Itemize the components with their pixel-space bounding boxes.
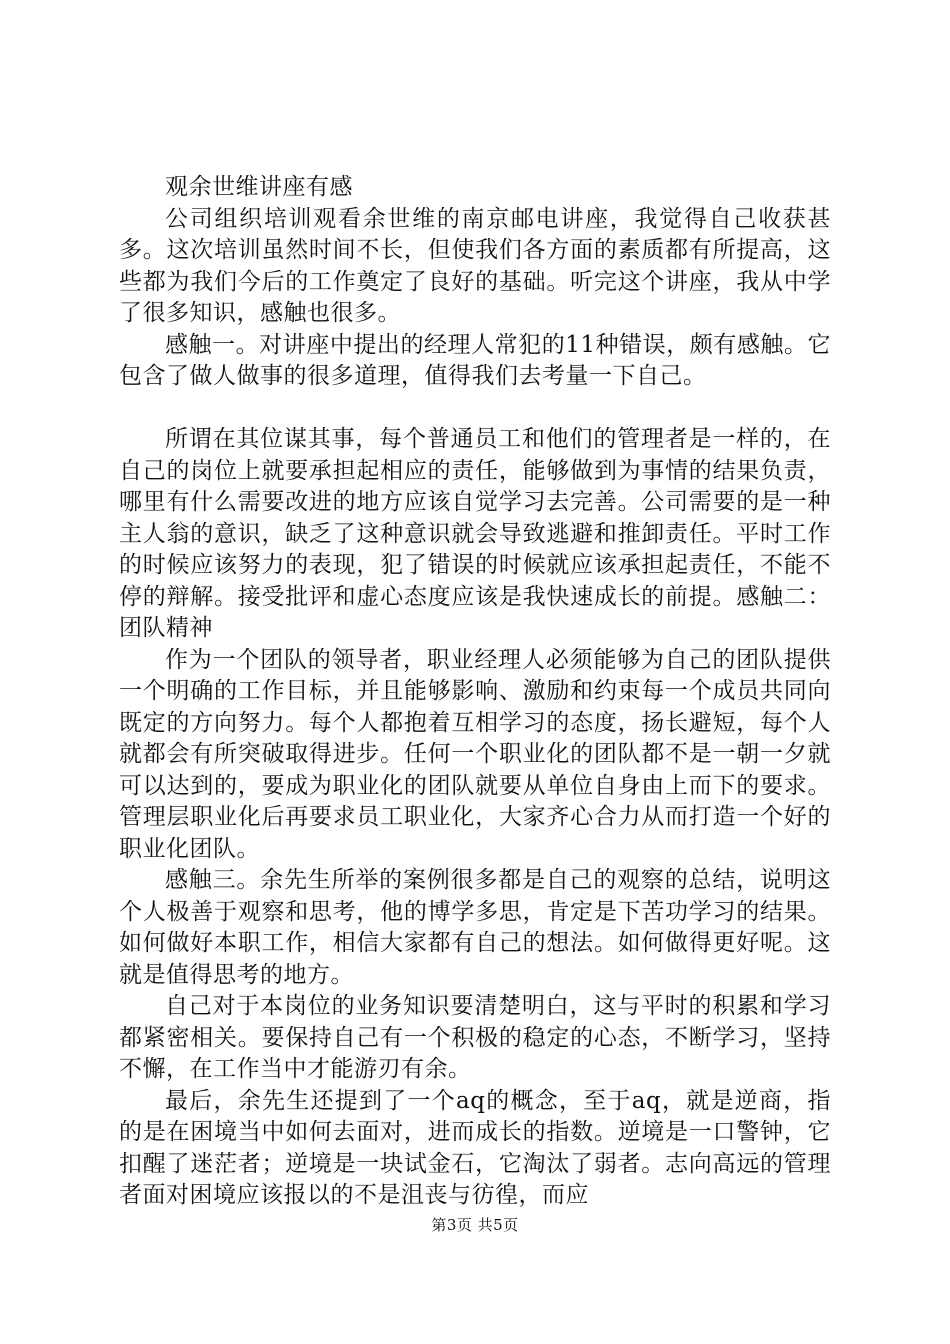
paragraph: 所谓在其位谋其事，每个普通员工和他们的管理者是一样的，在自己的岗位上就要承担起相应的责任，能够做到为事情的结果负责，哪里有什么需要改进的地方应该自觉学习去完善。公司需要的是一种主人翁的意识，缺乏了这种意识就会导致逃避和推卸责任。平时工作的时候应该努力的表现，犯了错误的时候就应该承担起责任，不能不停的辩解。接受批评和虚心态度应该是我快速成长的前提。感触二：团队精神 <box>119 426 831 641</box>
paragraph: 最后，余先生还提到了一个aq的概念，至于aq，就是逆商，指的是在困境当中如何去面对，进而成长的指数。逆境是一口警钟，它扣醒了迷茫者；逆境是一块试金石，它淘汰了弱者。志向高远的管理者面对困境应该报以的不是沮丧与彷徨，而应 <box>119 1087 831 1208</box>
paragraph: 自己对于本岗位的业务知识要清楚明白，这与平时的积累和学习都紧密相关。要保持自己有一个积极的稳定的心态，不断学习，坚持不懈，在工作当中才能游刃有余。 <box>119 993 831 1082</box>
paragraph: 感触三。余先生所举的案例很多都是自己的观察的总结，说明这个人极善于观察和思考，他的博学多思，肯定是下苦功学习的结果。如何做好本职工作，相信大家都有自己的想法。如何做得更好呢。这就是值得思考的地方。 <box>119 867 831 988</box>
paragraph: 作为一个团队的领导者，职业经理人必须能够为自己的团队提供一个明确的工作目标，并且能够影响、激励和约束每一个成员共同向既定的方向努力。每个人都抱着互相学习的态度，扬长避短，每个人就都会有所突破取得进步。任何一个职业化的团队都不是一朝一夕就可以达到的，要成为职业化的团队就要从单位自身由上而下的要求。管理层职业化后再要求员工职业化，大家齐心合力从而打造一个好的职业化团队。 <box>119 646 831 862</box>
paragraph: 公司组织培训观看余世维的南京邮电讲座，我觉得自己收获甚多。这次培训虽然时间不长，但使我们各方面的素质都有所提高，这些都为我们今后的工作奠定了良好的基础。听完这个讲座，我从中学了很多知识，感触也很多。 <box>119 205 831 326</box>
page-number-footer: 第3页 共5页 <box>431 1216 519 1234</box>
document-body <box>119 172 831 1212</box>
document-title: 观余世维讲座有感 <box>165 174 353 200</box>
paragraph: 感触一。对讲座中提出的经理人常犯的11种错误，颇有感触。它包含了做人做事的很多道理，值得我们去考量一下自己。 <box>119 331 831 389</box>
